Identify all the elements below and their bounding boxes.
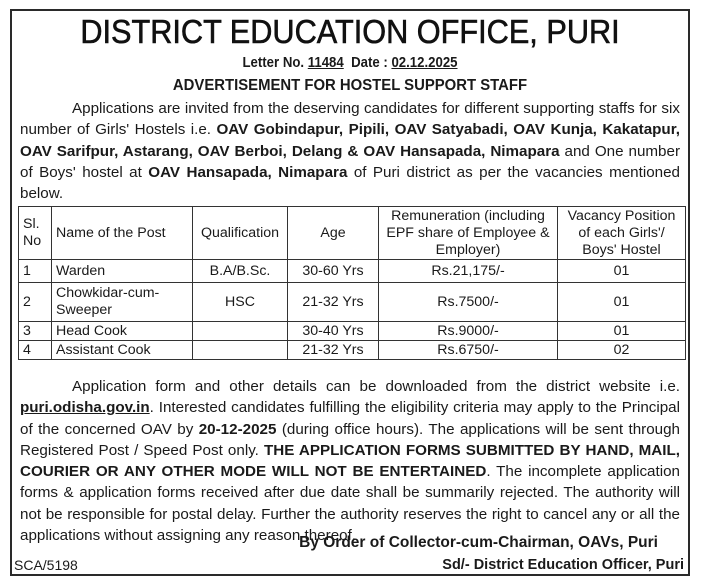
letter-label: Letter No. <box>242 54 305 71</box>
table-row <box>19 260 686 283</box>
date-label: Date : <box>351 54 388 71</box>
district-website-link[interactable]: puri.odisha.gov.in <box>20 399 150 417</box>
cell-remuneration: Rs.9000/- <box>379 322 558 341</box>
last-date: 20-12-2025 <box>198 420 277 438</box>
cell-sl: 1 <box>19 260 52 283</box>
cell-vacancy: 01 <box>558 322 686 341</box>
details-text-2: . Interested candidates fulfilling the eligibility criteria may apply to the Principal of the concerned OAV by <box>20 399 680 438</box>
table-row <box>19 283 686 322</box>
cell-sl: 4 <box>19 341 52 360</box>
vacancy-table <box>18 206 686 360</box>
signatory: Sd/- District Education Officer, Puri <box>442 557 684 573</box>
cell-age: 30-40 Yrs <box>288 322 379 341</box>
cell-remuneration: Rs.7500/- <box>379 283 558 322</box>
cell-qualification: B.A/B.Sc. <box>193 260 288 283</box>
cell-age: 21-32 Yrs <box>288 341 379 360</box>
table-header-row <box>19 207 686 260</box>
header-remuneration: Remuneration (including EPF share of Employee & Employer) <box>379 207 558 260</box>
details-text-3: (during office hours). The applications will be sent through Registered Post / Speed Post only. <box>20 420 680 459</box>
details-paragraph <box>20 376 680 546</box>
intro-text-3: of Puri district as per the vacancies mentioned below. <box>20 163 680 203</box>
table-row <box>19 341 686 360</box>
cell-vacancy: 01 <box>558 260 686 283</box>
advertisement-frame <box>10 9 690 576</box>
intro-paragraph <box>20 98 680 204</box>
cell-post: Head Cook <box>52 322 193 341</box>
cell-age: 21-32 Yrs <box>288 283 379 322</box>
header-qualification: Qualification <box>193 207 288 260</box>
cell-qualification: HSC <box>193 283 288 322</box>
cell-sl: 2 <box>19 283 52 322</box>
cell-remuneration: Rs.6750/- <box>379 341 558 360</box>
cell-sl: 3 <box>19 322 52 341</box>
cell-post: Chowkidar-cum-Sweeper <box>52 283 193 322</box>
cell-post: Warden <box>52 260 193 283</box>
reference-number: SCA/5198 <box>14 557 78 573</box>
header-vacancy: Vacancy Position of each Girls'/ Boys' Hostel <box>558 207 686 260</box>
table-row <box>19 322 686 341</box>
advertisement-title: ADVERTISEMENT FOR HOSTEL SUPPORT STAFF <box>172 77 528 94</box>
header-post: Name of the Post <box>52 207 193 260</box>
cell-remuneration: Rs.21,175/- <box>379 260 558 283</box>
boys-hostel: OAV Hansapada, Nimapara <box>148 163 348 181</box>
order-line: By Order of Collector-cum-Chairman, OAVs, Puri <box>299 534 658 551</box>
girls-hostels-list: OAV Gobindapur, Pipili, OAV Satyabadi, OAV Kunja, Kakatapur, OAV Sarifpur, Astarang, OAV Berboi, Delang & OAV Hansapada, Nimapara <box>20 121 680 160</box>
details-text-1: Application form and other details can be downloaded from the district website i.e. <box>72 378 680 395</box>
cell-vacancy: 02 <box>558 341 686 360</box>
letter-number: 11484 <box>307 54 344 71</box>
cell-qualification <box>193 322 288 341</box>
letter-date: 02.12.2025 <box>391 54 458 71</box>
header-sl-no: Sl. No <box>19 207 52 260</box>
letter-line <box>53 54 648 71</box>
cell-qualification <box>193 341 288 360</box>
intro-text-2: and One number of Boys' hostel at <box>20 142 681 181</box>
details-text-4: . The incomplete application forms & application forms received after due date shall be summarily rejected. The authority will not be responsible for postal delay. Further the authority reserves the right to cancel any or all the applications without assigning any reason thereof. <box>20 463 680 545</box>
submission-warning: THE APPLICATION FORMS SUBMITTED BY HAND, MAIL, COURIER OR ANY OTHER MODE WILL NOT BE ENTERTAINED <box>20 441 680 481</box>
cell-vacancy: 01 <box>558 283 686 322</box>
office-title: DISTRICT EDUCATION OFFICE, PURI <box>80 13 620 50</box>
intro-text-1: Applications are invited from the deserving candidates for different supporting staffs for six number of Girls' Hostels i.e. <box>20 100 680 139</box>
cell-age: 30-60 Yrs <box>288 260 379 283</box>
header-age: Age <box>288 207 379 260</box>
cell-post: Assistant Cook <box>52 341 193 360</box>
